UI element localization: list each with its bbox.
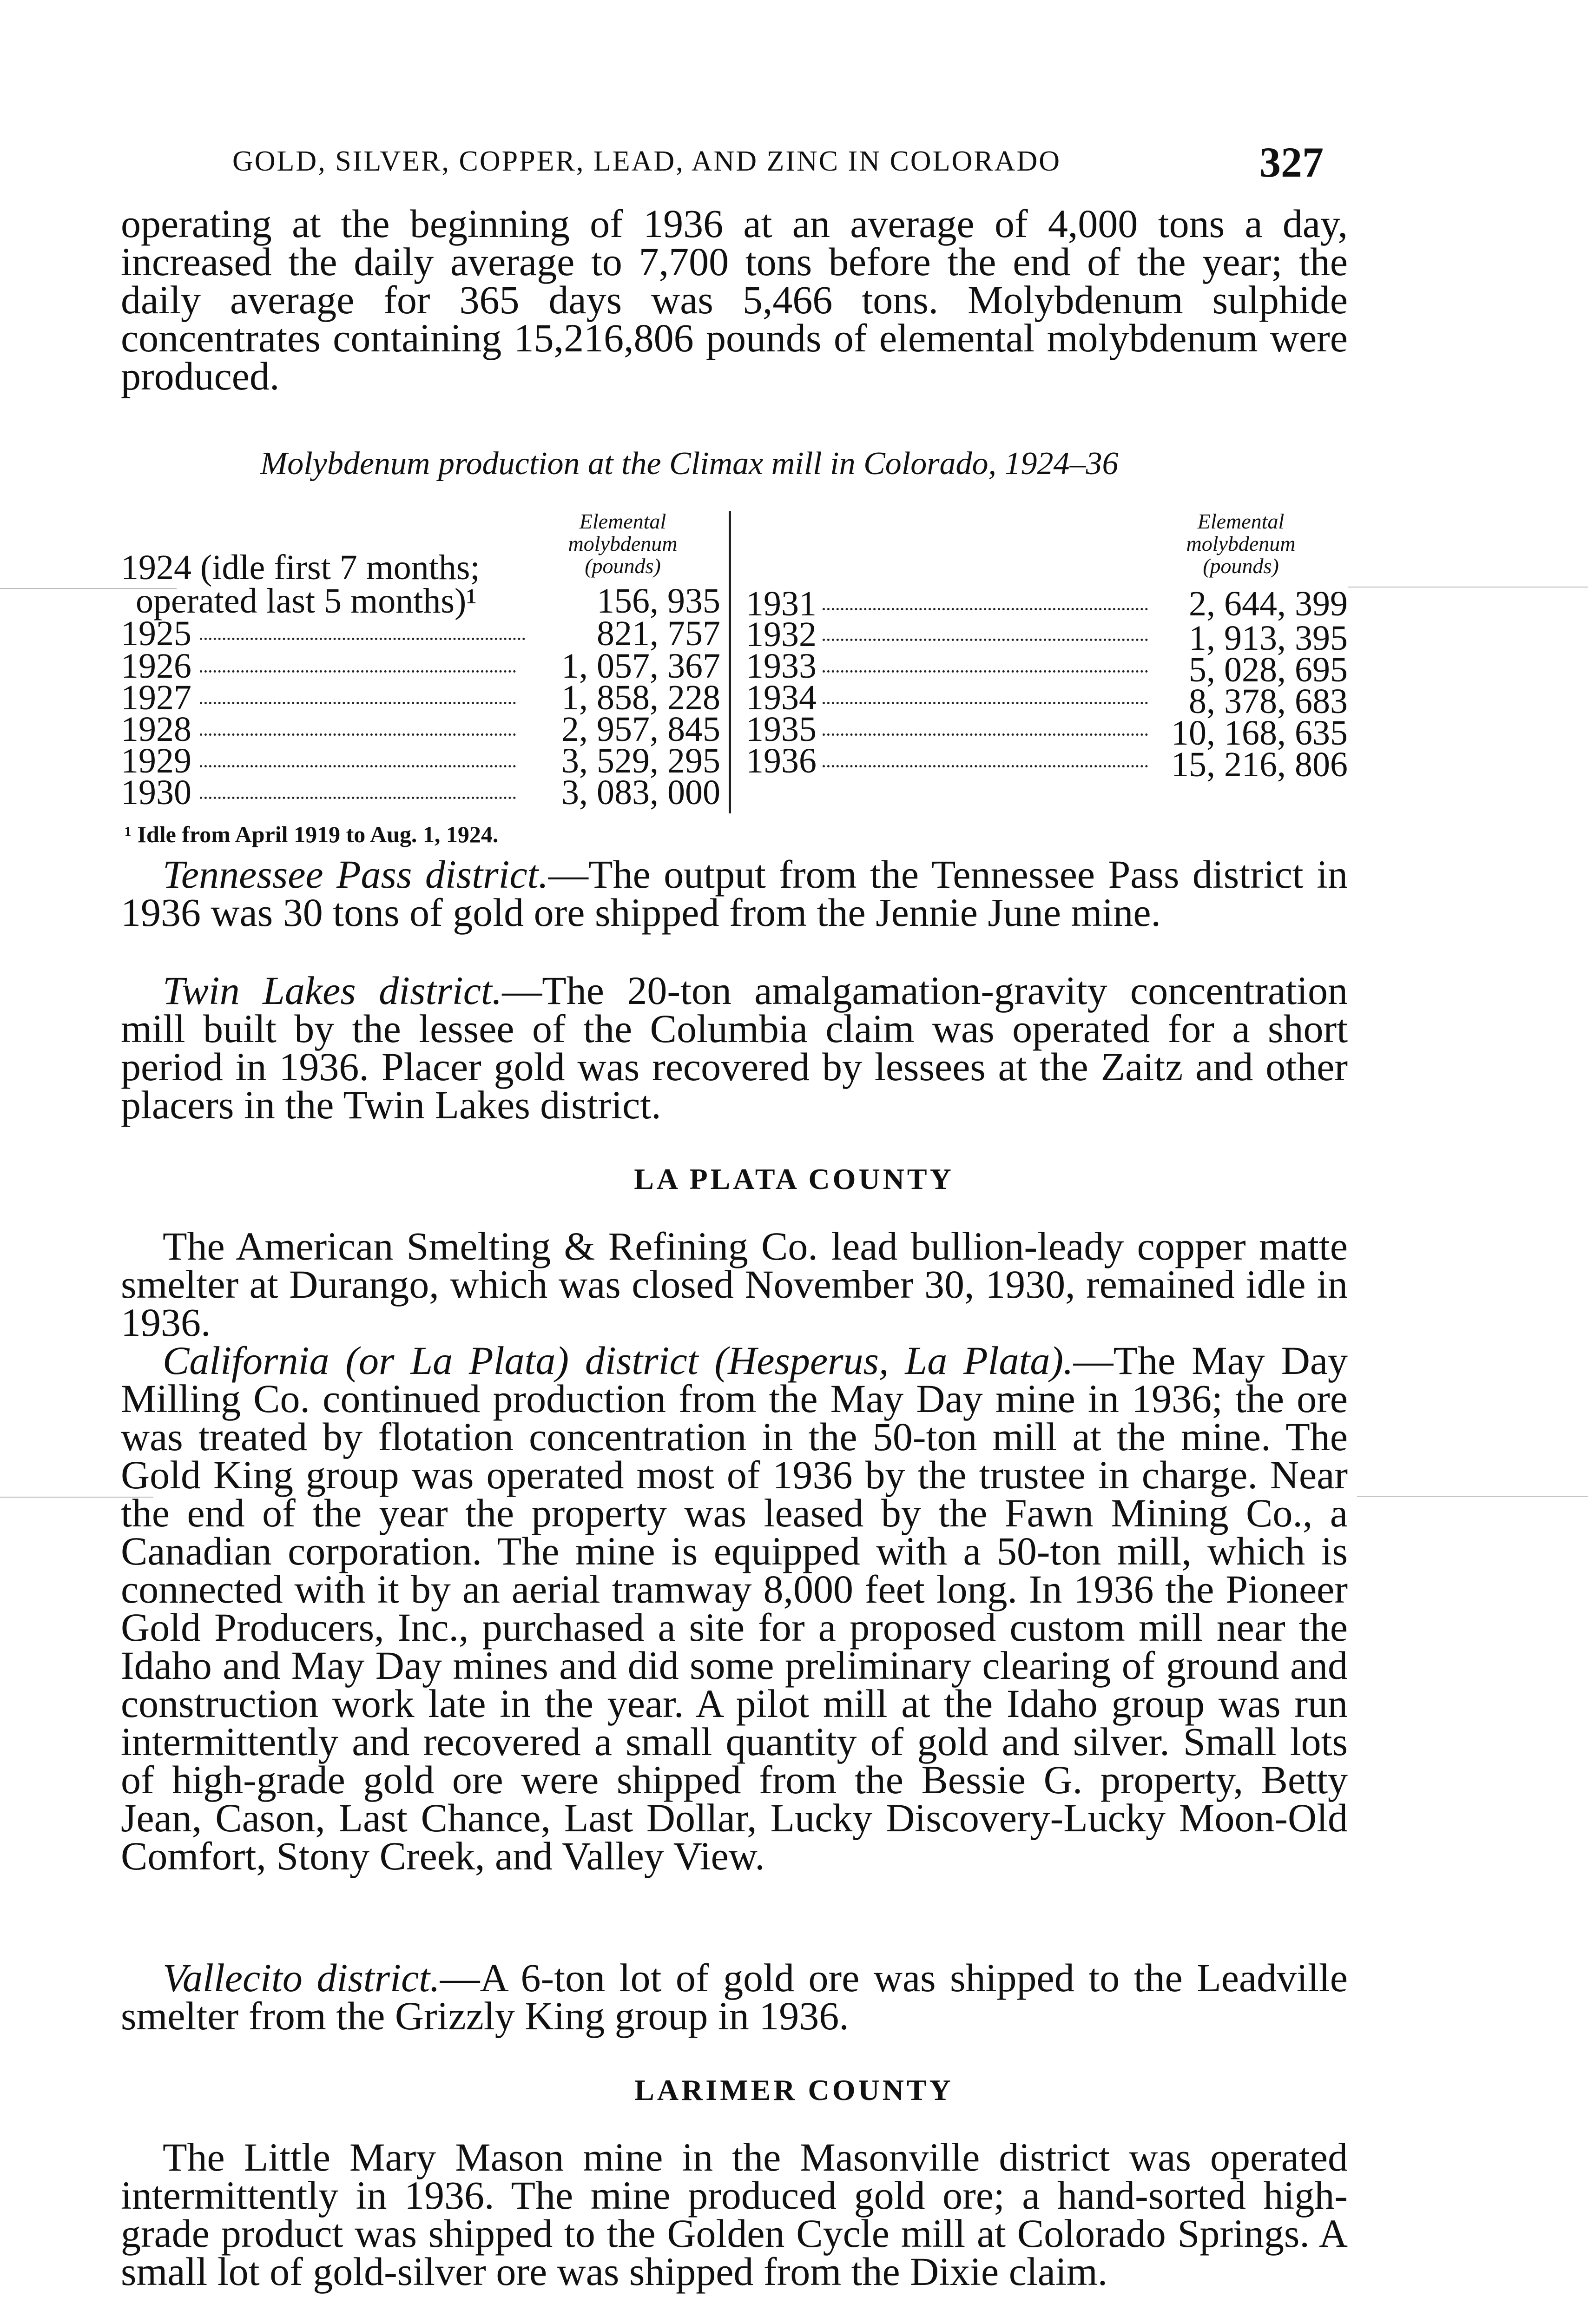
leader-dots bbox=[200, 733, 516, 736]
leader-dots bbox=[823, 670, 1148, 673]
district-text: —The May Day Milling Co. continued production from the May Day mine in 1936; the ore was treated by flotation concentration in the 50-ton mill at the mine. The Gold King group was operated most of 1936 by the trustee in charge. Near the end of the year the property was leased by the Fawn Mining Co., a Canadian corporation. The mine is equipped with a 50-ton mill, which is connected with it by an aerial tramway 8,000 feet long. In 1936 the Pioneer Gold Producers, Inc., purchased a site for a proposed custom mill near the Idaho and May Day mines and did some preliminary clearing of ground and construction work late in the year. A pilot mill at the Idaho group was run intermittently and recovered a small quantity of gold and silver. Small lots of high-grade gold ore were shipped from the Bessie G. property, Betty Jean, Cason, Last Chance, Last Dollar, Lucky Discovery-Lucky Moon-Old Comfort, Stony Creek, and Valley View. bbox=[121, 1338, 1348, 1878]
column-header-line: molybdenum bbox=[568, 532, 678, 555]
table-row-year: 1925 bbox=[121, 614, 191, 653]
table-cell-value: 15, 216, 806 bbox=[1171, 745, 1348, 784]
table-row-label: 1924 (idle first 7 months; bbox=[121, 548, 480, 587]
scan-line bbox=[1348, 587, 1588, 588]
table-cell-value: 8, 378, 683 bbox=[1189, 682, 1348, 721]
table-row-year: 1929 bbox=[121, 741, 191, 780]
table-row-year: 1931 bbox=[746, 584, 817, 623]
table-row-year: 1928 bbox=[121, 710, 191, 749]
table-cell-value: 821, 757 bbox=[597, 614, 720, 653]
district-text: —The 20-ton amalgamation-gravity concentration mill built by the lessee of the Columbia claim was operated for a short period in 1936. Placer gold was recovered by lessees at the Zaitz and other placers in the Twin Lakes district. bbox=[121, 968, 1348, 1127]
running-title: GOLD, SILVER, COPPER, LEAD, AND ZINC IN COLORADO bbox=[232, 145, 1061, 177]
column-header-line: (pounds) bbox=[585, 554, 661, 578]
table-row-label: operated last 5 months)¹ bbox=[136, 581, 477, 621]
leader-dots bbox=[823, 733, 1148, 736]
scan-line bbox=[1357, 1496, 1588, 1497]
table-cell-value: 10, 168, 635 bbox=[1171, 713, 1348, 753]
table-cell-value: 1, 913, 395 bbox=[1189, 619, 1348, 658]
table-row-year: 1927 bbox=[121, 678, 191, 717]
table-cell-value: 2, 644, 399 bbox=[1189, 584, 1348, 623]
page-number: 327 bbox=[1259, 139, 1324, 186]
right-column-header bbox=[1143, 510, 1338, 577]
district-title: California (or La Plata) district (Hesperus, La Plata). bbox=[163, 1338, 1074, 1383]
district-text: —The output from the Tennessee Pass district in 1936 was 30 tons of gold ore shipped from the Jennie June mine. bbox=[121, 852, 1348, 935]
table-cell-value: 5, 028, 695 bbox=[1189, 650, 1348, 689]
california-district-paragraph bbox=[121, 1338, 1348, 1878]
leader-dots bbox=[823, 608, 1148, 610]
leader-dots bbox=[200, 670, 516, 673]
table-footnote: ¹ Idle from April 1919 to Aug. 1, 1924. bbox=[125, 821, 499, 847]
district-text: —A 6-ton lot of gold ore was shipped to the Leadville smelter from the Grizzly King group in 1936. bbox=[121, 1955, 1348, 2038]
column-header-line: molybdenum bbox=[1186, 532, 1296, 555]
table-cell-value: 3, 083, 000 bbox=[561, 773, 720, 812]
table-row-year: 1933 bbox=[746, 647, 817, 686]
table-cell-value: 156, 935 bbox=[597, 581, 720, 621]
column-header-line: Elemental bbox=[1197, 509, 1285, 533]
district-title: Vallecito district. bbox=[163, 1955, 440, 2000]
intro-paragraph: operating at the beginning of 1936 at an average of 4,000 tons a day, increased the daily average to 7,700 tons before the end of the year; the daily average for 365 days was 5,466 tons. Molybdenum sulphide concentrates containing 15,216,806 pounds of elemental molybdenum were produced. bbox=[121, 201, 1348, 398]
table-row-year: 1935 bbox=[746, 710, 817, 749]
section-heading-larimer: LARIMER COUNTY bbox=[634, 2073, 954, 2106]
column-header-line: (pounds) bbox=[1203, 554, 1279, 578]
leader-dots bbox=[200, 638, 525, 640]
leader-dots bbox=[200, 765, 516, 767]
table-cell-value: 1, 057, 367 bbox=[561, 647, 720, 686]
leader-dots bbox=[823, 639, 1148, 641]
table-cell-value: 2, 957, 845 bbox=[561, 710, 720, 749]
table-row-year: 1936 bbox=[746, 741, 817, 780]
table-cell-value: 3, 529, 295 bbox=[561, 741, 720, 780]
table-row-year: 1930 bbox=[121, 773, 191, 812]
section-heading-la-plata: LA PLATA COUNTY bbox=[634, 1162, 954, 1195]
column-header-line: Elemental bbox=[579, 509, 666, 533]
table-row-year: 1932 bbox=[746, 615, 817, 654]
la-plata-intro-paragraph: The American Smelting & Refining Co. lead bullion-leady copper matte smelter at Durango, which was closed November 30, 1930, remained idle in 1936. bbox=[121, 1224, 1348, 1345]
table-caption: Molybdenum production at the Climax mill in Colorado, 1924–36 bbox=[260, 446, 1119, 482]
vallecito-district-paragraph bbox=[121, 1955, 1348, 2038]
table-row-year: 1934 bbox=[746, 678, 817, 717]
left-column-header bbox=[525, 510, 720, 577]
table-divider bbox=[729, 511, 731, 813]
leader-dots bbox=[200, 797, 516, 799]
table-row-year: 1926 bbox=[121, 647, 191, 686]
leader-dots bbox=[200, 702, 516, 704]
leader-dots bbox=[823, 702, 1148, 704]
larimer-paragraph: The Little Mary Mason mine in the Masonville district was operated intermittently in 1936. The mine produced gold ore; a hand-sorted high-grade product was shipped to the Golden Cycle mill at Colorado Springs. A small lot of gold-silver ore was shipped from the Dixie claim. bbox=[121, 2135, 1348, 2294]
table-cell-value: 1, 858, 228 bbox=[561, 678, 720, 717]
district-title: Tennessee Pass district. bbox=[163, 852, 549, 897]
tennessee-pass-paragraph bbox=[121, 852, 1348, 935]
leader-dots bbox=[823, 765, 1148, 767]
district-title: Twin Lakes district. bbox=[163, 968, 502, 1013]
twin-lakes-paragraph bbox=[121, 968, 1348, 1127]
